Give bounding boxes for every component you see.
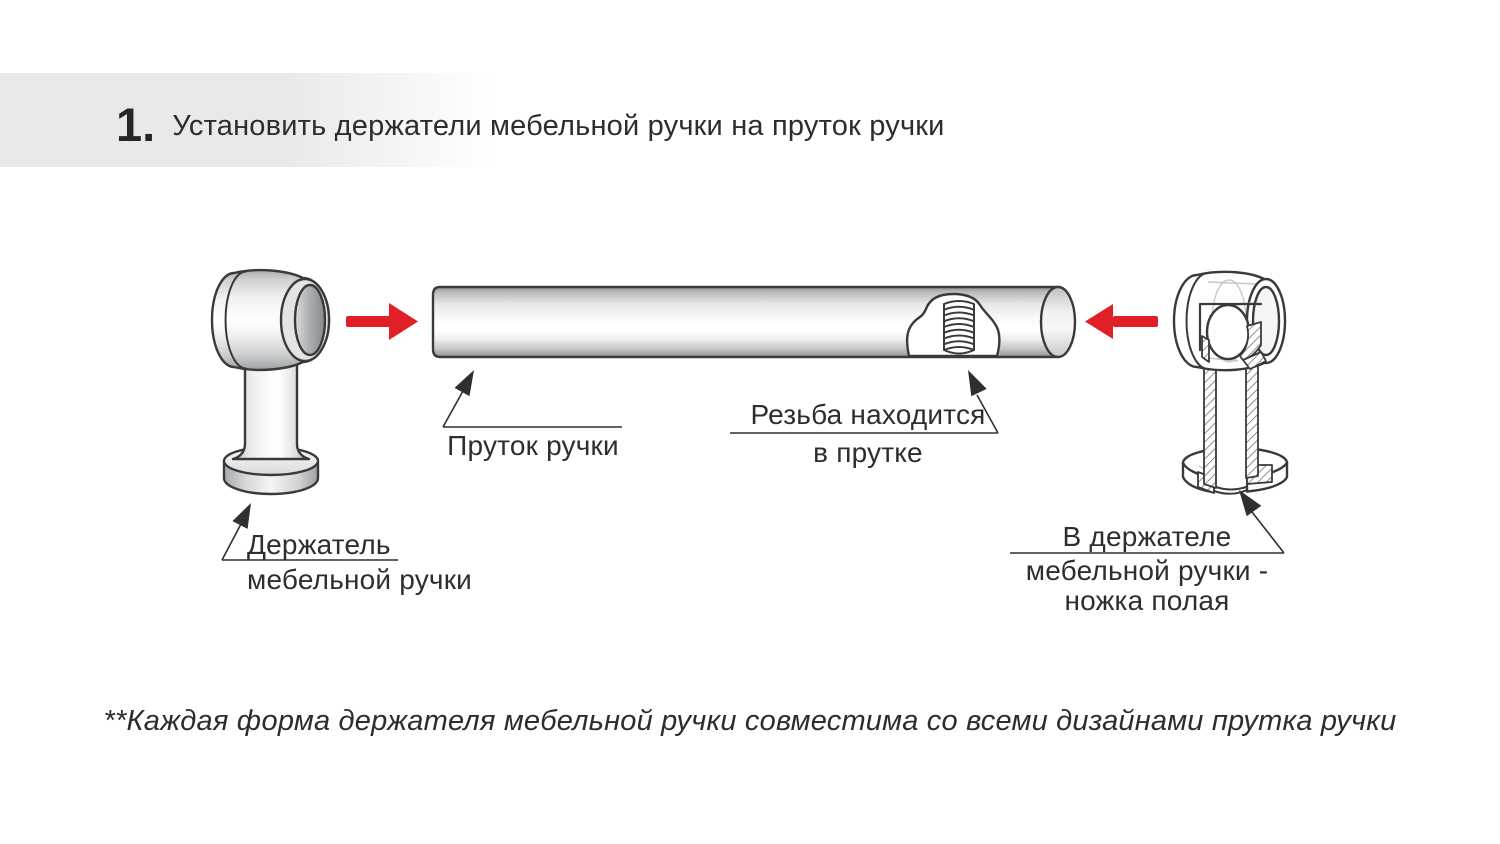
- arrowhead-icon: [1239, 490, 1261, 516]
- rod-end-cap: [1041, 287, 1075, 357]
- arrowhead-icon: [968, 370, 987, 396]
- furniture-handle-holder-right: [1174, 272, 1287, 494]
- arrowhead-icon: [232, 503, 251, 529]
- label-thread-line2: в прутке: [813, 437, 923, 468]
- label-thread-line1: Резьба находится: [750, 399, 986, 430]
- arrowhead-icon: [455, 370, 475, 396]
- label-rod: Пруток ручки: [447, 430, 619, 461]
- compatibility-footnote: **Каждая форма держателя мебельной ручки совместима со всеми дизайнами прутка ручки: [103, 705, 1397, 737]
- label-holder-left-line1: Держатель: [247, 529, 391, 560]
- label-holder-left-line2: мебельной ручки: [247, 564, 472, 595]
- step-number: 1.: [116, 98, 156, 151]
- step-title: Установить держатели мебельной ручки на пруток ручки: [172, 110, 945, 142]
- handle-rod: [433, 287, 1075, 357]
- annotation-rod: [443, 370, 622, 427]
- holder-head: [212, 270, 329, 370]
- holder-head-cutaway: [1174, 272, 1285, 370]
- arrow-left-icon: [1085, 304, 1158, 339]
- label-holder-right-line2: мебельной ручки -: [1025, 555, 1269, 586]
- label-holder-right-line3: ножка полая: [1064, 585, 1230, 616]
- label-holder-right-line1: В держателе: [1062, 521, 1232, 552]
- furniture-handle-holder-left: [212, 270, 329, 494]
- arrow-right-icon: [346, 303, 418, 340]
